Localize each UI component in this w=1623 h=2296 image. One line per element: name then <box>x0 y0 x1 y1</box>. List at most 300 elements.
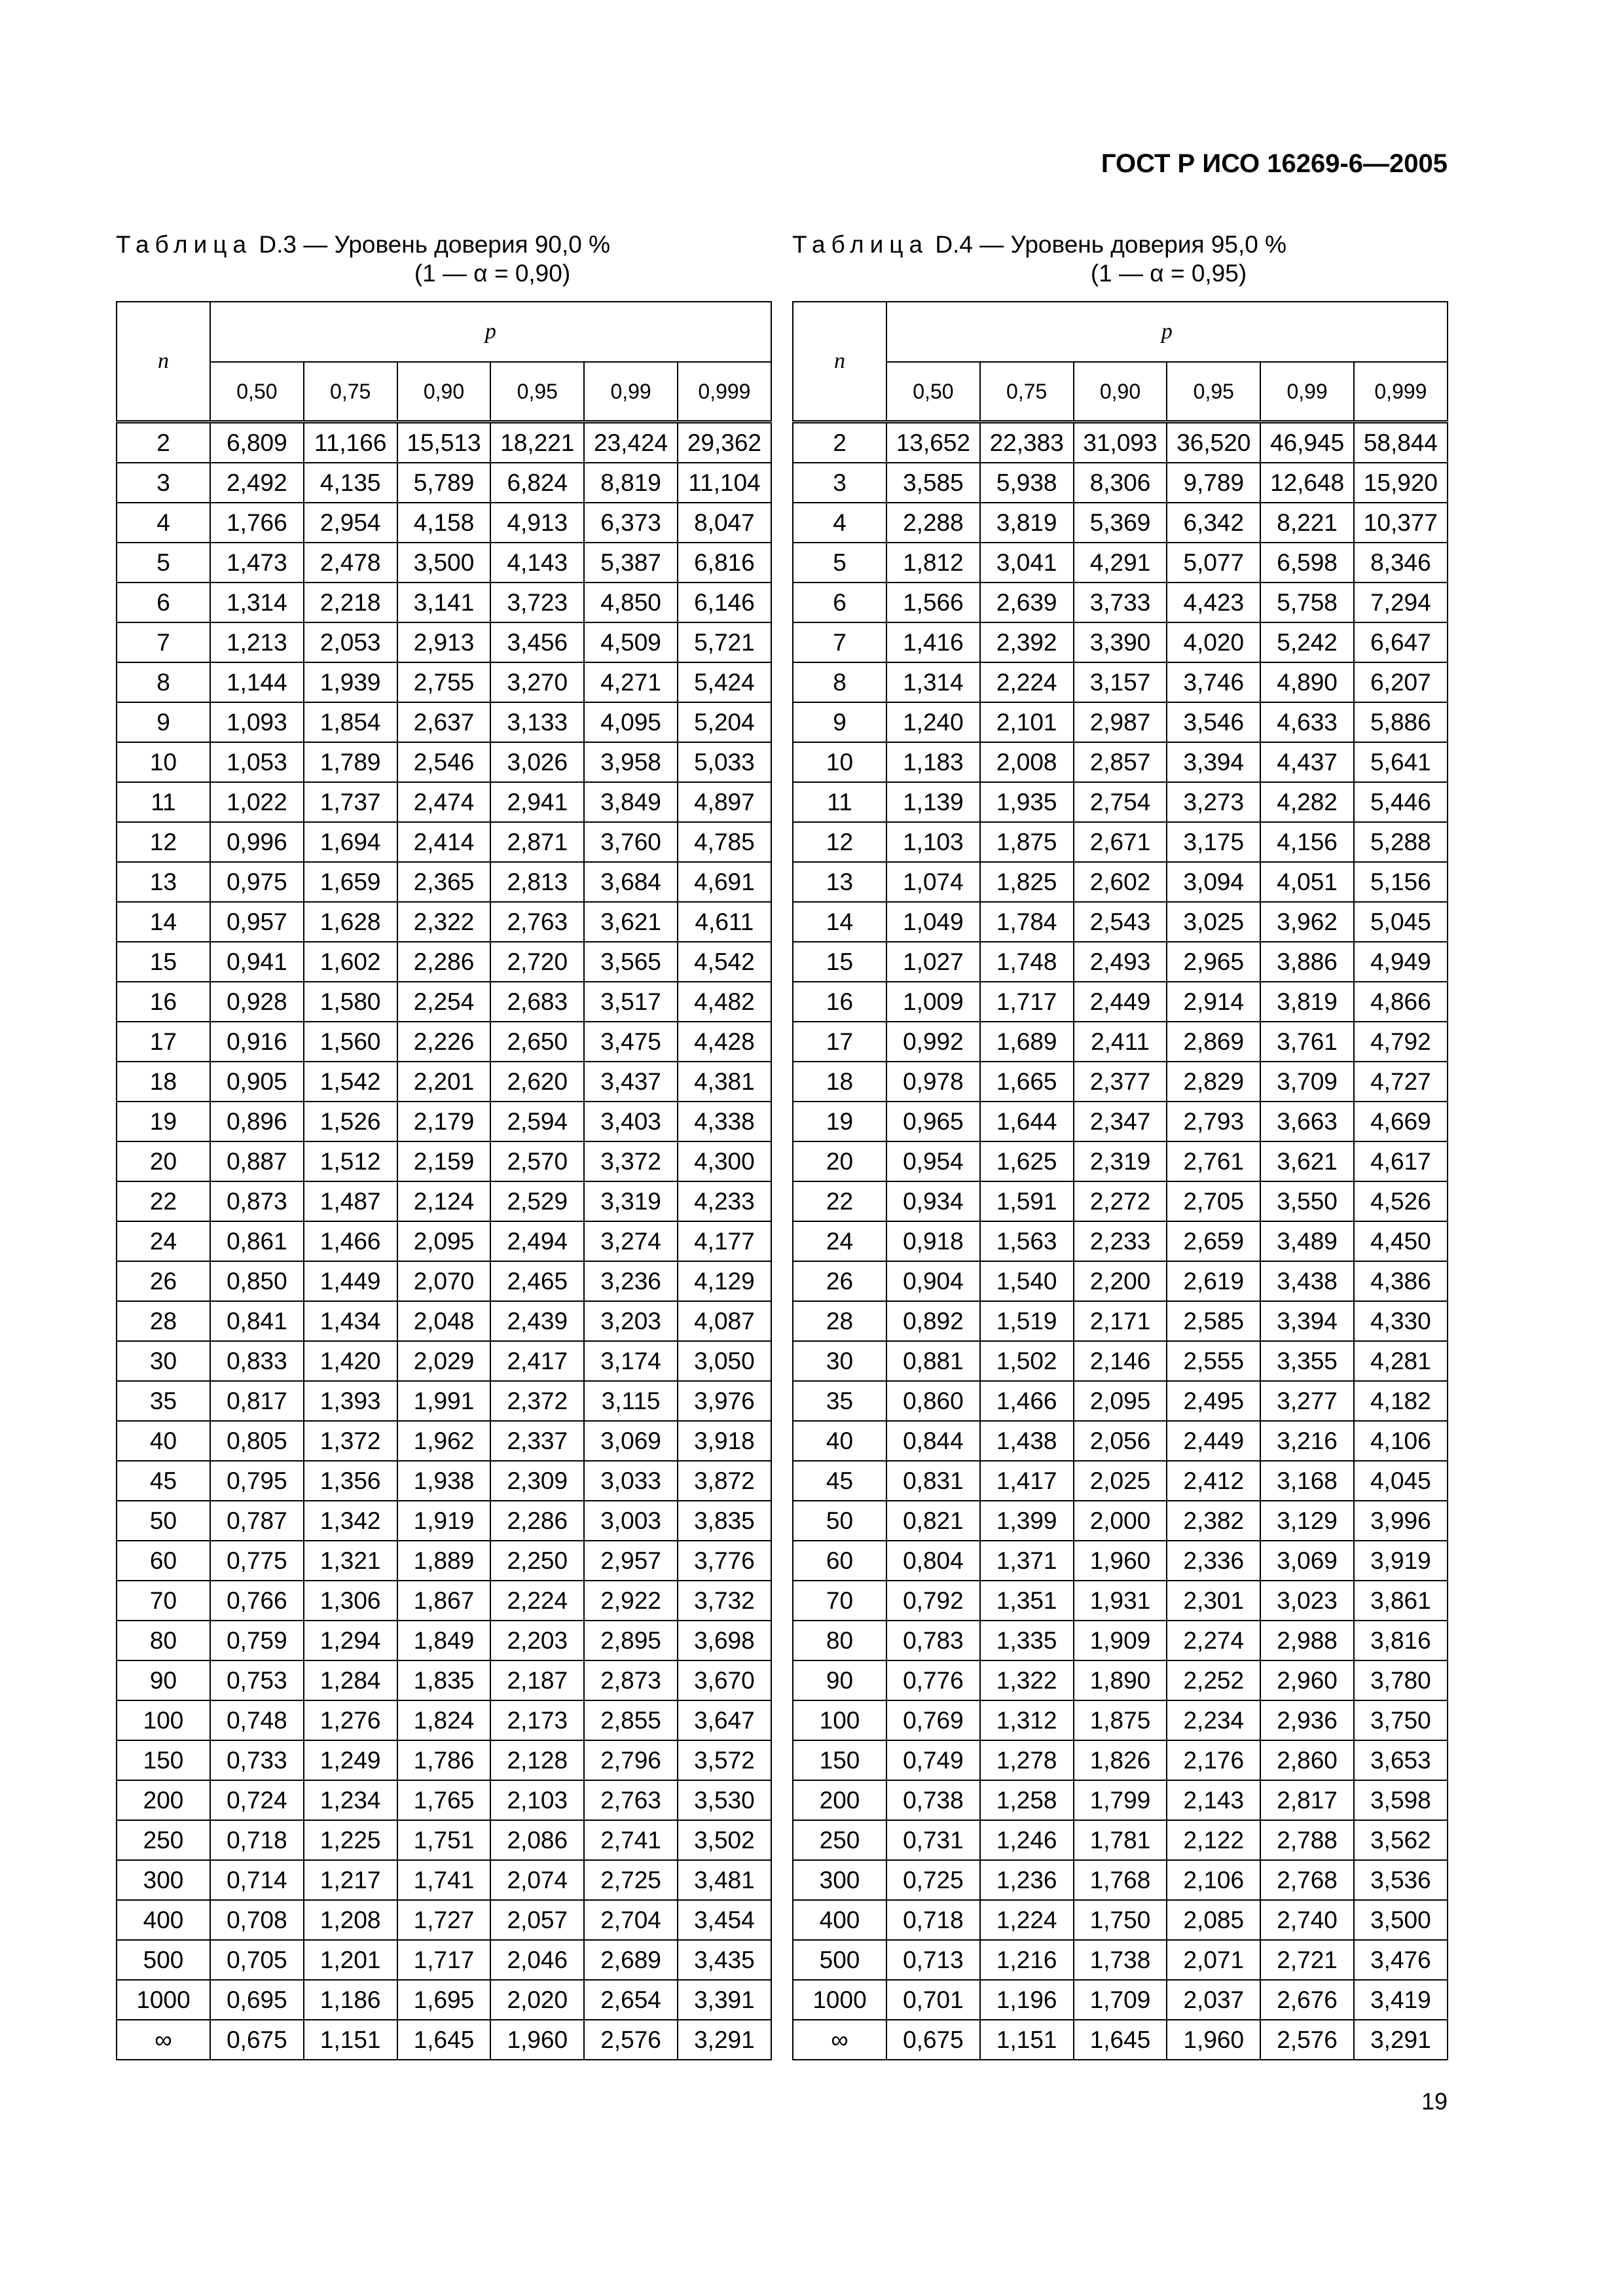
value-cell: 3,168 <box>1260 1461 1354 1501</box>
value-cell: 3,500 <box>397 543 491 583</box>
table-row <box>117 1261 771 1301</box>
value-cell: 4,158 <box>397 503 491 543</box>
value-cell: 0,860 <box>886 1381 980 1421</box>
value-cell: 3,390 <box>1074 622 1167 662</box>
value-cell: 3,709 <box>1260 1062 1354 1102</box>
table-row <box>117 1660 771 1700</box>
value-cell: 4,428 <box>678 1022 771 1062</box>
table-row <box>117 543 771 583</box>
value-cell: 5,789 <box>397 463 491 503</box>
table-row <box>117 1421 771 1461</box>
value-cell: 0,718 <box>210 1820 304 1860</box>
table-row <box>793 422 1448 463</box>
table-row <box>117 422 771 463</box>
value-cell: 3,872 <box>678 1461 771 1501</box>
value-cell: 2,546 <box>397 742 491 782</box>
table-row <box>117 942 771 982</box>
value-cell: 1,258 <box>980 1780 1074 1820</box>
value-cell: 2,659 <box>1167 1221 1260 1261</box>
n-cell: 500 <box>793 1940 886 1980</box>
n-cell: 300 <box>117 1860 210 1900</box>
value-cell: 3,647 <box>678 1700 771 1740</box>
value-cell: 1,306 <box>304 1581 397 1621</box>
n-cell: 19 <box>117 1102 210 1141</box>
table-row <box>117 862 771 902</box>
value-cell: 36,520 <box>1167 422 1260 463</box>
value-cell: 0,844 <box>886 1421 980 1461</box>
value-cell: 0,775 <box>210 1541 304 1581</box>
value-cell: 4,330 <box>1354 1301 1448 1341</box>
value-cell: 2,761 <box>1167 1141 1260 1181</box>
n-cell: 17 <box>793 1022 886 1062</box>
value-cell: 1,727 <box>397 1900 491 1940</box>
value-cell: 2,941 <box>490 782 584 822</box>
value-cell: 2,619 <box>1167 1261 1260 1301</box>
value-cell: 4,509 <box>584 622 678 662</box>
value-cell: 1,399 <box>980 1501 1074 1541</box>
table-row <box>793 1660 1448 1700</box>
value-cell: 2,495 <box>1167 1381 1260 1421</box>
table-row <box>117 1022 771 1062</box>
value-cell: 0,805 <box>210 1421 304 1461</box>
n-cell: 50 <box>117 1501 210 1541</box>
value-cell: 4,143 <box>490 543 584 583</box>
n-cell: 8 <box>117 662 210 702</box>
value-cell: 15,920 <box>1354 463 1448 503</box>
value-cell: 1,645 <box>397 2020 491 2060</box>
value-cell: 3,438 <box>1260 1261 1354 1301</box>
value-cell: 2,871 <box>490 822 584 862</box>
value-cell: 6,824 <box>490 463 584 503</box>
value-cell: 2,171 <box>1074 1301 1167 1341</box>
value-cell: 2,372 <box>490 1381 584 1421</box>
value-cell: 1,766 <box>210 503 304 543</box>
value-cell: 3,761 <box>1260 1022 1354 1062</box>
value-cell: 2,914 <box>1167 982 1260 1022</box>
value-cell: 4,890 <box>1260 662 1354 702</box>
value-cell: 4,087 <box>678 1301 771 1341</box>
value-cell: 3,861 <box>1354 1581 1448 1621</box>
value-cell: 1,027 <box>886 942 980 982</box>
value-cell: 3,502 <box>678 1820 771 1860</box>
value-cell: 1,314 <box>210 583 304 622</box>
value-cell: 2,252 <box>1167 1660 1260 1700</box>
value-cell: 3,723 <box>490 583 584 622</box>
value-cell: 2,347 <box>1074 1102 1167 1141</box>
value-cell: 8,306 <box>1074 463 1167 503</box>
value-cell: 1,909 <box>1074 1621 1167 1660</box>
data-table <box>792 301 1448 2060</box>
value-cell: 2,676 <box>1260 1980 1354 2020</box>
p-header: p <box>886 302 1448 362</box>
n-cell: 1000 <box>117 1980 210 2020</box>
value-cell: 2,008 <box>980 742 1074 782</box>
n-cell: 24 <box>793 1221 886 1261</box>
value-cell: 3,653 <box>1354 1740 1448 1780</box>
value-cell: 2,176 <box>1167 1740 1260 1780</box>
value-cell: 3,069 <box>584 1421 678 1461</box>
table-row <box>793 742 1448 782</box>
p-values-row <box>793 362 1448 422</box>
value-cell: 0,759 <box>210 1621 304 1660</box>
value-cell: 0,975 <box>210 862 304 902</box>
n-cell: 150 <box>117 1740 210 1780</box>
value-cell: 0,787 <box>210 1501 304 1541</box>
p-value-header: 0,75 <box>980 362 1074 422</box>
value-cell: 1,393 <box>304 1381 397 1421</box>
value-cell: 2,671 <box>1074 822 1167 862</box>
n-cell: 19 <box>793 1102 886 1141</box>
value-cell: 2,143 <box>1167 1780 1260 1820</box>
table-row <box>117 662 771 702</box>
value-cell: 4,281 <box>1354 1341 1448 1381</box>
n-cell: 100 <box>793 1700 886 1740</box>
table-row <box>117 1700 771 1740</box>
document-header: ГОСТ Р ИСО 16269-6—2005 <box>1101 149 1448 178</box>
value-cell: 1,276 <box>304 1700 397 1740</box>
value-cell: 1,786 <box>397 1740 491 1780</box>
value-cell: 2,417 <box>490 1341 584 1381</box>
value-cell: 1,053 <box>210 742 304 782</box>
value-cell: 5,641 <box>1354 742 1448 782</box>
value-cell: 3,069 <box>1260 1541 1354 1581</box>
value-cell: 5,424 <box>678 662 771 702</box>
value-cell: 2,200 <box>1074 1261 1167 1301</box>
table-row <box>117 2020 771 2060</box>
value-cell: 5,242 <box>1260 622 1354 662</box>
value-cell: 3,760 <box>584 822 678 862</box>
value-cell: 1,689 <box>980 1022 1074 1062</box>
value-cell: 8,346 <box>1354 543 1448 583</box>
n-cell: ∞ <box>793 2020 886 2060</box>
value-cell: 2,124 <box>397 1181 491 1221</box>
value-cell: 1,186 <box>304 1980 397 2020</box>
value-cell: 1,208 <box>304 1900 397 1940</box>
table-row <box>117 822 771 862</box>
value-cell: 3,550 <box>1260 1181 1354 1221</box>
value-cell: 0,718 <box>886 1900 980 1940</box>
value-cell: 3,572 <box>678 1740 771 1780</box>
n-cell: 20 <box>793 1141 886 1181</box>
value-cell: 1,781 <box>1074 1820 1167 1860</box>
value-cell: 1,938 <box>397 1461 491 1501</box>
value-cell: 4,727 <box>1354 1062 1448 1102</box>
value-cell: 2,288 <box>886 503 980 543</box>
table-row <box>793 2020 1448 2060</box>
n-cell: 12 <box>793 822 886 862</box>
n-cell: 20 <box>117 1141 210 1181</box>
n-cell: 28 <box>117 1301 210 1341</box>
value-cell: 2,620 <box>490 1062 584 1102</box>
table-row <box>117 1541 771 1581</box>
table-row <box>793 982 1448 1022</box>
value-cell: 2,704 <box>584 1900 678 1940</box>
value-cell: 1,246 <box>980 1820 1074 1860</box>
value-cell: 1,889 <box>397 1541 491 1581</box>
value-cell: 4,611 <box>678 902 771 942</box>
value-cell: 0,795 <box>210 1461 304 1501</box>
value-cell: 2,740 <box>1260 1900 1354 1940</box>
value-cell: 7,294 <box>1354 583 1448 622</box>
value-cell: 6,809 <box>210 422 304 463</box>
value-cell: 3,394 <box>1167 742 1260 782</box>
n-cell: 12 <box>117 822 210 862</box>
value-cell: 1,342 <box>304 1501 397 1541</box>
value-cell: 1,542 <box>304 1062 397 1102</box>
value-cell: 12,648 <box>1260 463 1354 503</box>
n-cell: 18 <box>793 1062 886 1102</box>
value-cell: 1,240 <box>886 702 980 742</box>
value-cell: 2,224 <box>490 1581 584 1621</box>
n-cell: 70 <box>117 1581 210 1621</box>
table-row <box>117 902 771 942</box>
value-cell: 2,101 <box>980 702 1074 742</box>
value-cell: 1,356 <box>304 1461 397 1501</box>
value-cell: 0,714 <box>210 1860 304 1900</box>
value-cell: 1,709 <box>1074 1980 1167 2020</box>
n-cell: 30 <box>117 1341 210 1381</box>
value-cell: 0,992 <box>886 1022 980 1062</box>
n-cell: 90 <box>117 1660 210 1700</box>
value-cell: 3,663 <box>1260 1102 1354 1141</box>
n-cell: 9 <box>793 702 886 742</box>
value-cell: 3,129 <box>1260 1501 1354 1541</box>
value-cell: 2,179 <box>397 1102 491 1141</box>
value-cell: 0,978 <box>886 1062 980 1102</box>
value-cell: 2,411 <box>1074 1022 1167 1062</box>
value-cell: 1,217 <box>304 1860 397 1900</box>
value-cell: 4,897 <box>678 782 771 822</box>
value-cell: 5,758 <box>1260 583 1354 622</box>
value-cell: 2,301 <box>1167 1581 1260 1621</box>
value-cell: 2,159 <box>397 1141 491 1181</box>
value-cell: 2,070 <box>397 1261 491 1301</box>
value-cell: 0,675 <box>210 2020 304 2060</box>
value-cell: 6,207 <box>1354 662 1448 702</box>
value-cell: 2,412 <box>1167 1461 1260 1501</box>
value-cell: 3,003 <box>584 1501 678 1541</box>
value-cell: 0,928 <box>210 982 304 1022</box>
value-cell: 3,291 <box>678 2020 771 2060</box>
n-cell: 50 <box>793 1501 886 1541</box>
value-cell: 3,270 <box>490 662 584 702</box>
table-row <box>793 822 1448 862</box>
value-cell: 8,047 <box>678 503 771 543</box>
value-cell: 0,918 <box>886 1221 980 1261</box>
p-value-header: 0,75 <box>304 362 397 422</box>
value-cell: 1,812 <box>886 543 980 583</box>
value-cell: 1,335 <box>980 1621 1074 1660</box>
value-cell: 1,751 <box>397 1820 491 1860</box>
n-cell: 3 <box>793 463 886 503</box>
value-cell: 2,829 <box>1167 1062 1260 1102</box>
value-cell: 2,020 <box>490 1980 584 2020</box>
n-cell: 400 <box>793 1900 886 1940</box>
value-cell: 3,094 <box>1167 862 1260 902</box>
caption-confidence: (1 — α = 0,95) <box>1090 260 1247 287</box>
value-cell: 2,763 <box>490 902 584 942</box>
value-cell: 2,813 <box>490 862 584 902</box>
value-cell: 2,250 <box>490 1541 584 1581</box>
n-cell: 16 <box>117 982 210 1022</box>
table-row <box>793 1141 1448 1181</box>
value-cell: 4,785 <box>678 822 771 862</box>
value-cell: 3,886 <box>1260 942 1354 982</box>
table-row <box>793 1621 1448 1660</box>
value-cell: 3,476 <box>1354 1940 1448 1980</box>
value-cell: 5,886 <box>1354 702 1448 742</box>
value-cell: 3,481 <box>678 1860 771 1900</box>
p-value-header: 0,50 <box>886 362 980 422</box>
value-cell: 1,314 <box>886 662 980 702</box>
value-cell: 11,104 <box>678 463 771 503</box>
value-cell: 1,580 <box>304 982 397 1022</box>
value-cell: 1,717 <box>980 982 1074 1022</box>
caption-label: Таблица <box>792 231 929 258</box>
n-cell: 2 <box>793 422 886 463</box>
n-cell: 13 <box>117 862 210 902</box>
value-cell: 3,403 <box>584 1102 678 1141</box>
value-cell: 2,146 <box>1074 1341 1167 1381</box>
value-cell: 4,450 <box>1354 1221 1448 1261</box>
n-cell: 35 <box>793 1381 886 1421</box>
value-cell: 3,025 <box>1167 902 1260 942</box>
table-row <box>117 1102 771 1141</box>
value-cell: 4,792 <box>1354 1022 1448 1062</box>
value-cell: 1,960 <box>1167 2020 1260 2060</box>
value-cell: 1,294 <box>304 1621 397 1660</box>
value-cell: 2,988 <box>1260 1621 1354 1660</box>
n-cell: 200 <box>793 1780 886 1820</box>
value-cell: 5,387 <box>584 543 678 583</box>
n-cell: 150 <box>793 1740 886 1780</box>
value-cell: 0,724 <box>210 1780 304 1820</box>
n-cell: 250 <box>793 1820 886 1860</box>
table-row <box>793 622 1448 662</box>
value-cell: 2,543 <box>1074 902 1167 942</box>
value-cell: 2,555 <box>1167 1341 1260 1381</box>
value-cell: 4,106 <box>1354 1421 1448 1461</box>
value-cell: 1,799 <box>1074 1780 1167 1820</box>
value-cell: 2,721 <box>1260 1940 1354 1980</box>
value-cell: 0,792 <box>886 1581 980 1621</box>
value-cell: 2,286 <box>397 942 491 982</box>
table-row <box>117 1940 771 1980</box>
value-cell: 0,941 <box>210 942 304 982</box>
value-cell: 1,139 <box>886 782 980 822</box>
n-cell: 70 <box>793 1581 886 1621</box>
table-row <box>793 1022 1448 1062</box>
value-cell: 1,466 <box>304 1221 397 1261</box>
value-cell: 0,713 <box>886 1940 980 1980</box>
value-cell: 1,278 <box>980 1740 1074 1780</box>
value-cell: 4,949 <box>1354 942 1448 982</box>
value-cell: 2,957 <box>584 1541 678 1581</box>
value-cell: 2,053 <box>304 622 397 662</box>
n-cell: 6 <box>793 583 886 622</box>
value-cell: 1,765 <box>397 1780 491 1820</box>
value-cell: 4,177 <box>678 1221 771 1261</box>
value-cell: 2,639 <box>980 583 1074 622</box>
value-cell: 1,196 <box>980 1980 1074 2020</box>
value-cell: 1,737 <box>304 782 397 822</box>
table-row <box>793 1940 1448 1980</box>
value-cell: 2,057 <box>490 1900 584 1940</box>
n-cell: 4 <box>793 503 886 543</box>
value-cell: 1,644 <box>980 1102 1074 1141</box>
value-cell: 1,750 <box>1074 1900 1167 1940</box>
n-cell: 2 <box>117 422 210 463</box>
table-row <box>793 942 1448 982</box>
value-cell: 2,187 <box>490 1660 584 1700</box>
value-cell: 3,500 <box>1354 1900 1448 1940</box>
table-caption <box>116 230 771 301</box>
table-row <box>117 1062 771 1102</box>
value-cell: 1,074 <box>886 862 980 902</box>
table-row <box>793 782 1448 822</box>
page-number: 19 <box>1421 2088 1448 2115</box>
value-cell: 3,419 <box>1354 1980 1448 2020</box>
value-cell: 3,277 <box>1260 1381 1354 1421</box>
value-cell: 0,850 <box>210 1261 304 1301</box>
value-cell: 1,449 <box>304 1261 397 1301</box>
value-cell: 2,086 <box>490 1820 584 1860</box>
n-cell: 9 <box>117 702 210 742</box>
value-cell: 1,417 <box>980 1461 1074 1501</box>
value-cell: 2,173 <box>490 1700 584 1740</box>
value-cell: 3,394 <box>1260 1301 1354 1341</box>
table-row <box>793 1700 1448 1740</box>
value-cell: 3,684 <box>584 862 678 902</box>
table-row <box>117 1221 771 1261</box>
value-cell: 11,166 <box>304 422 397 463</box>
value-cell: 1,939 <box>304 662 397 702</box>
table-row <box>793 1461 1448 1501</box>
value-cell: 2,106 <box>1167 1860 1260 1900</box>
value-cell: 2,037 <box>1167 1980 1260 2020</box>
value-cell: 1,502 <box>980 1341 1074 1381</box>
value-cell: 3,962 <box>1260 902 1354 942</box>
value-cell: 3,273 <box>1167 782 1260 822</box>
value-cell: 1,519 <box>980 1301 1074 1341</box>
value-cell: 4,045 <box>1354 1461 1448 1501</box>
value-cell: 2,720 <box>490 942 584 982</box>
value-cell: 4,617 <box>1354 1141 1448 1181</box>
value-cell: 1,466 <box>980 1381 1074 1421</box>
value-cell: 1,512 <box>304 1141 397 1181</box>
value-cell: 0,748 <box>210 1700 304 1740</box>
value-cell: 5,446 <box>1354 782 1448 822</box>
value-cell: 1,434 <box>304 1301 397 1341</box>
table-row <box>117 1581 771 1621</box>
value-cell: 2,048 <box>397 1301 491 1341</box>
value-cell: 2,272 <box>1074 1181 1167 1221</box>
value-cell: 1,826 <box>1074 1740 1167 1780</box>
value-cell: 1,854 <box>304 702 397 742</box>
value-cell: 0,766 <box>210 1581 304 1621</box>
p-header: p <box>210 302 771 362</box>
table-row <box>117 622 771 662</box>
value-cell: 5,721 <box>678 622 771 662</box>
value-cell: 0,675 <box>886 2020 980 2060</box>
value-cell: 3,819 <box>980 503 1074 543</box>
value-cell: 2,085 <box>1167 1900 1260 1940</box>
value-cell: 0,731 <box>886 1820 980 1860</box>
value-cell: 1,890 <box>1074 1660 1167 1700</box>
value-cell: 3,133 <box>490 702 584 742</box>
value-cell: 2,594 <box>490 1102 584 1141</box>
table-row <box>793 1860 1448 1900</box>
